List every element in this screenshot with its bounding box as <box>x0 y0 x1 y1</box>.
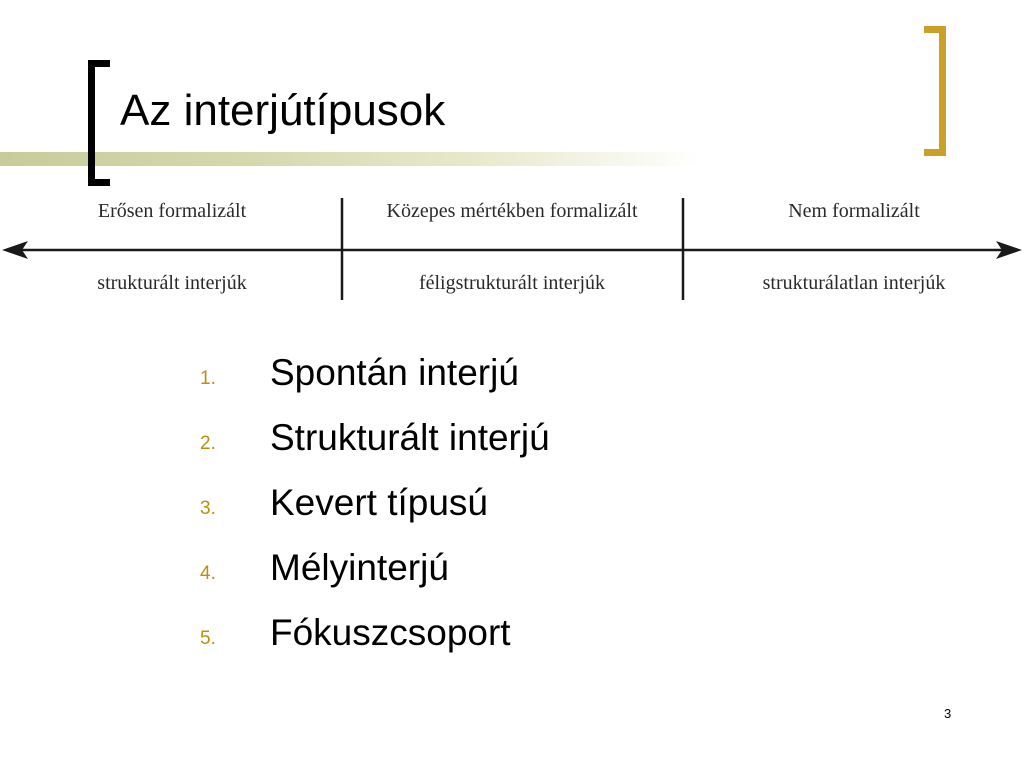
list-item-text: Spontán interjú <box>270 352 519 393</box>
list-item-text: Fókuszcsoport <box>270 612 511 653</box>
formalization-continuum <box>0 190 1024 305</box>
category-bottom-label-3: strukturálatlan interjúk <box>762 272 946 294</box>
list-item-number: 5. <box>200 628 216 649</box>
category-top-label-1: Erősen formalizált <box>97 200 247 222</box>
category-top-label-2: Közepes mértékben formalizált <box>386 200 638 222</box>
list-item-text: Kevert típusú <box>270 482 489 523</box>
category-bottom-label-1: strukturált interjúk <box>97 272 247 294</box>
list-item-text: Mélyinterjú <box>270 547 449 588</box>
list-item-number: 3. <box>200 498 216 519</box>
list-item-number: 4. <box>200 563 216 584</box>
page-number: 3 <box>944 706 952 721</box>
list-item-number: 2. <box>200 433 216 454</box>
left-bracket-decoration <box>88 60 110 186</box>
list-item-text: Strukturált interjú <box>270 417 550 458</box>
category-top-label-3: Nem formalizált <box>788 200 920 222</box>
category-bottom-label-2: féligstrukturált interjúk <box>418 272 606 294</box>
slide-title: Az interjútípusok <box>120 86 446 135</box>
list-item-number: 1. <box>200 368 216 389</box>
right-bracket-decoration <box>924 26 946 156</box>
